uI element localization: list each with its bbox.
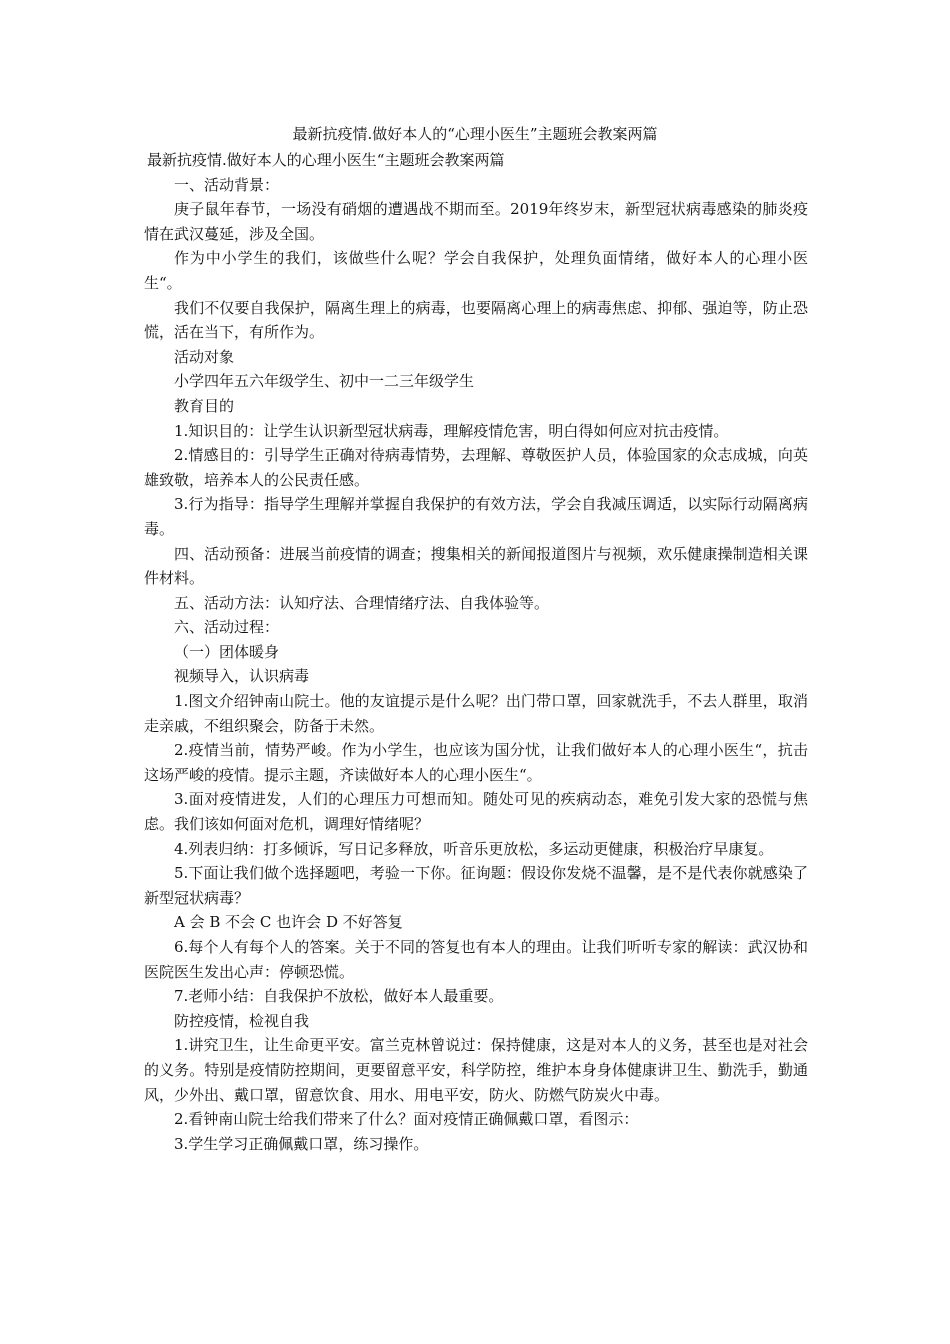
subsection-heading: 视频导入，认识病毒 (174, 667, 310, 686)
paragraph: 5.下面让我们做个选择题吧，考验一下你。征询题：假设你发烧不温馨，是不是代表你就感染了新型冠状病毒？ (144, 864, 808, 907)
paragraph: 2.看钟南山院士给我们带来了什么？面对疫情正确佩戴口罩，看图示： (174, 1110, 639, 1129)
document-title: 最新抗疫情.做好本人的“心理小医生”主题班会教案两篇 (292, 125, 658, 143)
section-heading-process: 六、活动过程： (174, 618, 280, 637)
paragraph: 6.每个人有每个人的答案。关于不同的答复也有本人的理由。让我们听听专家的解读：武汉协和医院医生发出心声：停顿恐慌。 (144, 938, 808, 981)
paragraph: 1.图文介绍钟南山院士。他的友谊提示是什么呢？出门带口罩，回家就洗手，不去人群里，取消走亲戚，不组织聚会，防备于未然。 (144, 692, 808, 735)
paragraph: 1.知识目的：让学生认识新型冠状病毒，理解疫情危害，明白得如何应对抗击疫情。 (174, 421, 729, 440)
paragraph: 4.列表归纳：打多倾诉，写日记多释放，听音乐更放松，多运动更健康，积极治疗早康复。 (174, 839, 774, 858)
section-heading-goals: 教育目的 (174, 396, 235, 415)
paragraph: 四、活动预备：进展当前疫情的调查；搜集相关的新闻报道图片与视频，欢乐健康操制造相关课件材料。 (144, 544, 808, 588)
paragraph: 1.讲究卫生，让生命更平安。富兰克林曾说过：保持健康，这是对本人的义务，甚至也是对社会的义务。特别是疫情防控期间，更要留意平安，科学防控，维护本身身体健康讲卫生、勤洗手，勤通风，少外出、戴口罩，留意饮食、用水、用电平安，防火、防燃气防炭火中毒。 (144, 1036, 808, 1104)
paragraph: 3.行为指导：指导学生理解并掌握自我保护的有效方法，学会自我减压调适，以实际行动隔离病毒。 (144, 495, 808, 538)
paragraph: 2.情感目的：引导学生正确对待病毒情势，去理解、尊敬医护人员，体验国家的众志成城，向英雄致敬，培养本人的公民责任感。 (144, 446, 808, 489)
paragraph: 小学四年五六年级学生、初中一二三年级学生 (174, 372, 475, 391)
paragraph: 3.面对疫情进发，人们的心理压力可想而知。随处可见的疾病动态，难免引发大家的恐慌与焦虑。我们该如何面对危机，调理好情绪呢？ (144, 790, 808, 834)
paragraph: 2.疫情当前，情势严峻。作为小学生，也应该为国分忧，让我们做好本人的心理小医生“，抗击这场严峻的疫情。提示主题，齐读做好本人的心理小医生“。 (144, 741, 808, 784)
paragraph: 我们不仅要自我保护，隔离生理上的病毒，也要隔离心理上的病毒焦虑、抑郁、强迫等，防止恐慌，活在当下，有所作为。 (144, 298, 808, 342)
section-heading-target: 活动对象 (174, 347, 235, 366)
answer-options: A 会 B 不会 C 也许会 D 不好答复 (174, 913, 403, 932)
document-body (144, 148, 808, 1156)
paragraph: 7.老师小结：自我保护不放松，做好本人最重要。 (174, 987, 504, 1006)
paragraph: 3.学生学习正确佩戴口罩，练习操作。 (174, 1134, 429, 1153)
paragraph: 庚子鼠年春节，一场没有硝烟的遭遇战不期而至。2019年终岁末，新型冠状病毒感染的肺炎疫情在武汉蔓延，涉及全国。 (144, 200, 808, 243)
subsection-heading: 防控疫情，检视自我 (174, 1011, 310, 1030)
section-heading-background: 一、活动背景： (174, 175, 280, 194)
paragraph: 五、活动方法：认知疗法、合理情绪疗法、自我体验等。 (174, 593, 550, 612)
subsection-heading: （一）团体暖身 (174, 642, 280, 661)
document-subtitle: 最新抗疫情.做好本人的心理小医生“主题班会教案两篇 (147, 151, 505, 169)
paragraph: 作为中小学生的我们，该做些什么呢？学会自我保护，处理负面情绪，做好本人的心理小医生“。 (144, 249, 808, 292)
